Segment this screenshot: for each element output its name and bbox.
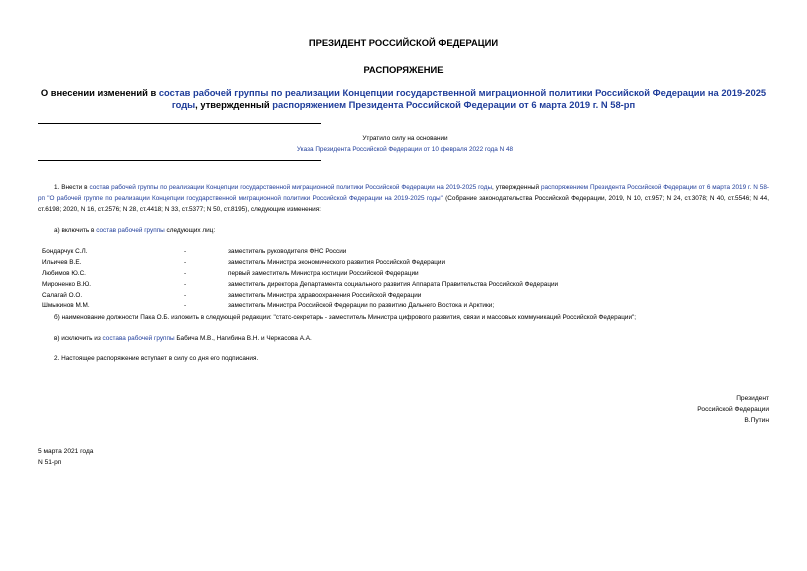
item-c-prefix: в) исключить из bbox=[54, 335, 103, 342]
item-a-link[interactable]: состав рабочей группы bbox=[96, 227, 165, 234]
p1-link-order[interactable]: распоряжением Президента Российской Федерации от 6 марта 2019 г. N 58-рп "О рабочей группе по реализации Концепции государственной миграционной политики Российской Федерации на 2019-2025 годы" bbox=[38, 184, 769, 202]
divider-bottom bbox=[38, 160, 321, 161]
heading-middle: , утвержденный bbox=[195, 99, 273, 110]
member-dash: - bbox=[184, 281, 187, 288]
p1-suffix: (Собрание законодательства Российской Федерации, 2019, N 10, ст.957; N 24, ст.3078; N 40, ст.5546; N 44, ст.6198; 2020, N 16, ст.2576; N 28, ст.4418; N 33, ст.5377; N 50, ст.8195), следующие изменения: bbox=[38, 195, 770, 213]
signature-title: Президент bbox=[736, 395, 769, 402]
divider-top bbox=[38, 123, 321, 124]
member-row bbox=[42, 257, 642, 268]
heading-prefix: О внесении изменений в bbox=[40, 87, 159, 98]
status-note-link[interactable]: Указа Президента Российской Федерации от 10 февраля 2022 года N 48 bbox=[296, 146, 514, 153]
p1-link-working-group[interactable]: состав рабочей группы по реализации Концепции государственной миграционной политики Российской Федерации на 2019-2025 годы bbox=[89, 184, 493, 191]
item-a-suffix: следующих лиц: bbox=[164, 227, 216, 234]
member-row bbox=[42, 279, 642, 290]
item-c bbox=[54, 333, 312, 344]
paragraph-1 bbox=[38, 182, 769, 215]
member-role: первый заместитель Министра юстиции Российской Федерации bbox=[228, 270, 419, 277]
member-role: заместитель Министра экономического развития Российской Федерации bbox=[228, 259, 446, 266]
member-role: заместитель руководителя ФНС России bbox=[228, 248, 347, 255]
heading-link-order[interactable]: распоряжением Президента Российской Федерации от 6 марта 2019 г. N 58-рп bbox=[272, 99, 636, 110]
member-name: Любимов Ю.С. bbox=[42, 270, 86, 277]
item-b: б) наименование должности Пака О.Б. изложить в следующей редакции: "статс-секретарь - заместитель Министра цифрового развития, связи и массовых коммуникаций Российской Федерации"; bbox=[54, 314, 637, 321]
heading-link-working-group[interactable]: состав рабочей группы по реализации Концепции государственной миграционной политики Российской Федерации на 2019-2025 годы bbox=[158, 87, 767, 110]
member-name: Шмыкинов М.М. bbox=[42, 302, 90, 309]
member-name: Салагай О.О. bbox=[42, 292, 83, 299]
document-header-title: ПРЕЗИДЕНТ РОССИЙСКОЙ ФЕДЕРАЦИИ bbox=[308, 37, 499, 48]
p1-prefix: 1. Внести в bbox=[54, 184, 90, 191]
member-dash: - bbox=[184, 292, 187, 299]
member-dash: - bbox=[184, 270, 187, 277]
member-role: заместитель Министра здравоохранения Российской Федерации bbox=[228, 292, 422, 299]
member-name: Бондарчук С.Л. bbox=[42, 248, 88, 255]
paragraph-2: 2. Настоящее распоряжение вступает в силу со дня его подписания. bbox=[54, 355, 259, 362]
item-a bbox=[54, 225, 215, 236]
member-row bbox=[42, 246, 642, 257]
status-note-label: Утратило силу на основании bbox=[362, 135, 448, 142]
member-dash: - bbox=[184, 259, 187, 266]
signature-country: Российской Федерации bbox=[697, 406, 769, 413]
document-type-title: РАСПОРЯЖЕНИЕ bbox=[363, 64, 444, 75]
member-role: заместитель Министра Российской Федерации по развитию Дальнего Востока и Арктики; bbox=[228, 302, 495, 309]
item-c-link[interactable]: состава рабочей группы bbox=[102, 335, 175, 342]
item-a-prefix: а) включить в bbox=[54, 227, 97, 234]
member-row bbox=[42, 268, 642, 279]
member-dash: - bbox=[184, 248, 187, 255]
signature-name: В.Путин bbox=[744, 417, 769, 424]
document-date-block bbox=[38, 446, 93, 468]
item-c-suffix: Бабича М.В., Нагибина В.Н. и Черкасова А.А. bbox=[174, 335, 312, 342]
document-date: 5 марта 2021 года bbox=[38, 448, 94, 455]
document-number: N 51-рп bbox=[38, 459, 62, 466]
member-role: заместитель директора Департамента социального развития Аппарата Правительства Российской Федерации bbox=[228, 281, 559, 288]
member-name: Ильичев В.Е. bbox=[42, 259, 82, 266]
document-heading bbox=[30, 87, 777, 111]
member-row bbox=[42, 300, 642, 311]
member-dash: - bbox=[184, 302, 187, 309]
member-name: Мироненко В.Ю. bbox=[42, 281, 92, 288]
signature-block bbox=[640, 393, 769, 426]
p1-middle: , утвержденный bbox=[492, 184, 541, 191]
